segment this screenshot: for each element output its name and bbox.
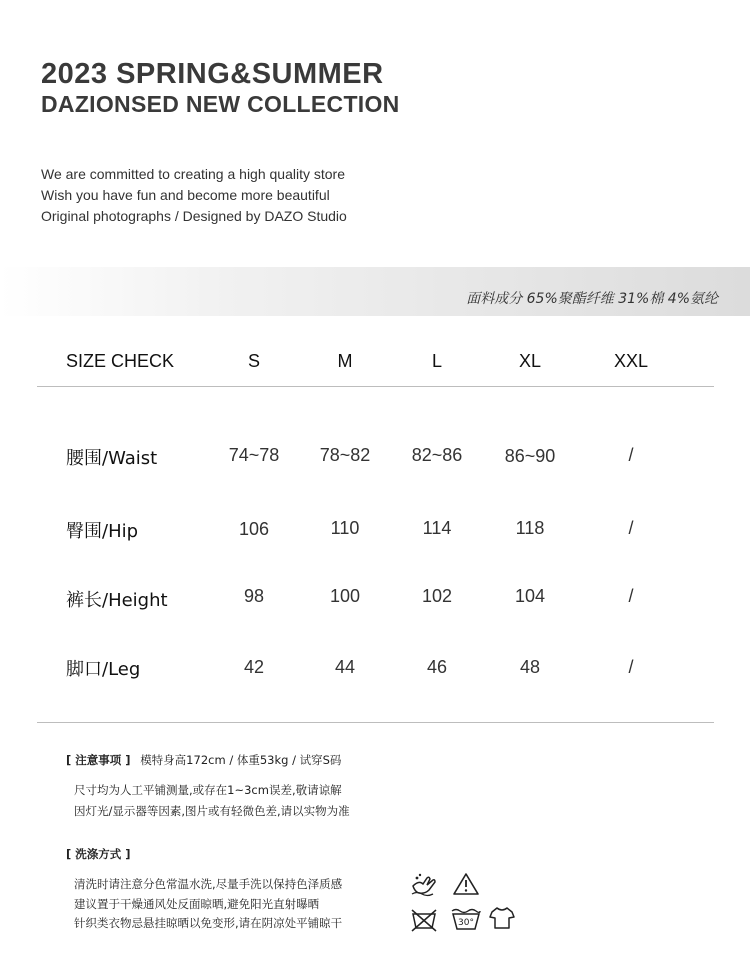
table-cell: 74~78	[228, 445, 280, 465]
row-label-waist: 腰围/Waist	[66, 448, 158, 469]
table-cell: 42	[243, 657, 265, 677]
collection-title-line1: 2023 SPRING&SUMMER	[41, 58, 384, 90]
size-header-xl: XL	[518, 351, 542, 371]
hand-wash-icon	[409, 870, 439, 898]
size-header-l: L	[431, 351, 442, 371]
table-cell: 86~90	[504, 446, 556, 466]
collection-title-line2: DAZIONSED NEW COLLECTION	[41, 91, 400, 117]
size-header-s: S	[247, 351, 260, 371]
wash-temperature: 30°	[458, 918, 474, 928]
table-cell: 118	[515, 518, 545, 538]
row-label-leg: 脚口/Leg	[66, 659, 141, 680]
row-label-height: 裤长/Height	[66, 590, 168, 611]
intro-line: Wish you have fun and become more beautiful	[41, 187, 330, 203]
intro-text	[41, 164, 347, 227]
table-cell: 46	[426, 657, 448, 677]
table-cell: /	[628, 518, 634, 538]
table-bottom-divider	[37, 722, 714, 723]
notes-heading: [ 注意事项 ]	[66, 753, 131, 767]
table-cell: /	[628, 445, 634, 465]
table-cell: 78~82	[319, 445, 371, 465]
table-cell: 100	[329, 586, 361, 606]
table-cell: /	[628, 586, 634, 606]
wash-line: 清洗时请注意分色常温水洗,尽量手洗以保持色泽质感	[74, 877, 343, 891]
table-cell: 106	[238, 519, 270, 539]
warning-icon	[452, 872, 480, 896]
intro-line: Original photographs / Designed by DAZO Studio	[41, 208, 347, 224]
wash-line: 针织类衣物忌悬挂晾晒以免变形,请在阴凉处平铺晾干	[74, 916, 343, 930]
table-cell: 98	[243, 586, 265, 606]
fabric-composition: 面料成分 65%聚酯纤维 31%棉 4%氨纶	[466, 291, 718, 307]
intro-line: We are committed to creating a high quality store	[41, 166, 346, 182]
table-cell: /	[628, 657, 634, 677]
table-cell: 82~86	[411, 445, 463, 465]
size-header-m: M	[337, 351, 353, 371]
size-header-xxl: XXL	[613, 351, 649, 371]
table-cell: 114	[422, 518, 452, 538]
table-top-divider	[37, 386, 714, 387]
table-cell: 110	[330, 518, 360, 538]
wash-line: 建议置于干燥通风处反面晾晒,避免阳光直射曝晒	[74, 897, 320, 911]
size-check-label: SIZE CHECK	[66, 351, 175, 371]
wash-heading: [ 洗涤方式 ]	[66, 847, 131, 861]
note-line: 因灯光/显示器等因素,图片或有轻微色差,请以实物为准	[74, 804, 350, 818]
notes-block	[66, 752, 341, 768]
table-cell: 48	[519, 657, 541, 677]
model-info: 模特身高172cm / 体重53kg / 试穿S码	[140, 753, 342, 767]
row-label-hip: 臀围/Hip	[66, 521, 139, 542]
note-line: 尺寸均为人工平铺测量,或存在1~3cm误差,敬请谅解	[74, 783, 342, 797]
shirt-icon	[488, 905, 516, 931]
table-cell: 104	[514, 586, 546, 606]
table-cell: 102	[421, 586, 453, 606]
wash-30-icon	[450, 905, 482, 931]
no-tumble-dry-icon	[409, 906, 439, 932]
table-cell: 44	[334, 657, 356, 677]
